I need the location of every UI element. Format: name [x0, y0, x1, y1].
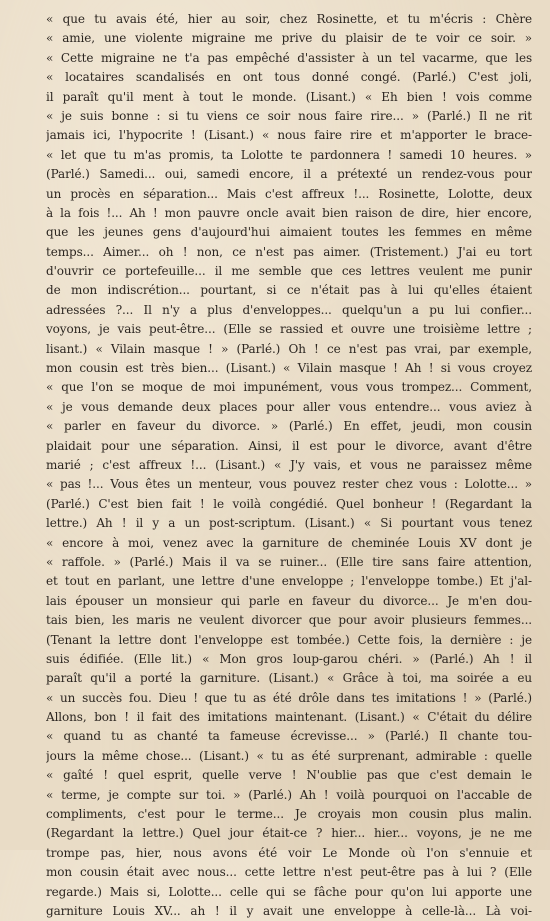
text-line: « let que tu m'as promis, ta Lolotte te pardonnera ! samedi 10 heures. » — [46, 147, 532, 162]
text-line: « quand tu as chanté ta fameuse écrevisse... » (Parlé.) Il chante tou- — [46, 729, 532, 744]
text-line: un procès en séparation... Mais c'est affreux !... Rosinette, Lolotte, deux — [46, 186, 532, 201]
text-line: mon cousin était avec nous... cette lettre n'est peut-être pas à lui ? (Elle — [46, 865, 532, 880]
text-line: plaidait pour une séparation. Ainsi, il est pour le divorce, avant d'être — [46, 438, 532, 453]
text-line: tais bien, les maris ne veulent divorcer que pour avoir plusieurs femmes... — [46, 613, 532, 628]
text-line: lais épouser un monsieur qui parle en faveur du divorce... Je m'en dou- — [46, 593, 532, 608]
text-line: « parler en faveur du divorce. » (Parlé.) En effet, jeudi, mon cousin — [46, 419, 532, 434]
text-line: « gaîté ! quel esprit, quelle verve ! N'oublie pas que c'est demain le — [46, 768, 532, 783]
text-line: « locataires scandalisés en ont tous donné congé. (Parlé.) C'est joli, — [46, 70, 532, 85]
text-line: compliments, c'est pour le terme... Je croyais mon cousin plus malin. — [46, 807, 532, 822]
text-line: (Tenant la lettre dont l'enveloppe est tombée.) Cette fois, la dernière : je — [46, 632, 532, 647]
text-line: Allons, bon ! il fait des imitations maintenant. (Lisant.) « C'était du délire — [46, 710, 532, 725]
text-line: « que l'on se moque de moi impunément, vous vous trompez... Comment, — [46, 380, 532, 395]
text-line: paraît qu'il a porté la garniture. (Lisant.) « Grâce à toi, ma soirée a eu — [46, 671, 532, 686]
text-line: « je suis bonne : si tu viens ce soir nous faire rire... » (Parlé.) Il ne rit — [46, 108, 532, 123]
text-line: « Cette migraine ne t'a pas empêché d'assister à un tel vacarme, que les — [46, 50, 532, 65]
text-line: d'ouvrir ce portefeuille... il me semble que ces lettres veulent me punir — [46, 264, 532, 279]
text-line: garniture Louis XV... ah ! il y avait une enveloppe à celle-là... Là voi- — [46, 903, 532, 918]
text-line: jours la même chose... (Lisant.) « tu as été surprenant, admirable : quelle — [46, 748, 532, 763]
text-line: marié ; c'est affreux !... (Lisant.) « J'y vais, et vous ne paraissez même — [46, 457, 532, 472]
text-line: et tout en parlant, une lettre d'une enveloppe ; l'enveloppe tombe.) Et j'al- — [46, 574, 532, 589]
text-line: « amie, une violente migraine me prive du plaisir de te voir ce soir. » — [46, 31, 532, 46]
text-line: de mon indiscrétion... pourtant, si ce n'était pas à lui qu'elles étaient — [46, 283, 532, 298]
text-line: (Regardant la lettre.) Quel jour était-ce ? hier... hier... voyons, je ne me — [46, 826, 532, 841]
text-line: à la fois !... Ah ! mon pauvre oncle avait bien raison de dire, hier encore, — [46, 205, 532, 220]
text-line: « que tu avais été, hier au soir, chez Rosinette, et tu m'écris : Chère — [46, 12, 532, 26]
text-line: adressées ?... Il n'y a plus d'enveloppes... quelqu'un a pu lui confier... — [46, 302, 532, 317]
text-line: trompe pas, hier, nous avons été voir Le Monde où l'on s'ennuie et — [46, 845, 532, 860]
text-line: (Parlé.) Samedi... oui, samedi encore, il a prétexté un rendez-vous pour — [46, 167, 532, 182]
text-line: mon cousin est très bien... (Lisant.) « Vilain masque ! Ah ! si vous croyez — [46, 361, 532, 376]
text-line: lettre.) Ah ! il y a un post-scriptum. (Lisant.) « Si pourtant vous tenez — [46, 516, 532, 531]
text-line: temps... Aimer... oh ! non, ce n'est pas aimer. (Tristement.) J'ai eu tort — [46, 244, 532, 259]
text-line: que les jeunes gens d'aujourd'hui aimaient toutes les femmes en même — [46, 225, 532, 240]
text-line: « un succès fou. Dieu ! que tu as été drôle dans tes imitations ! » (Parlé.) — [46, 690, 532, 705]
text-line: « terme, je compte sur toi. » (Parlé.) Ah ! voilà pourquoi on l'accable de — [46, 787, 532, 802]
text-line: il paraît qu'il ment à tout le monde. (Lisant.) « Eh bien ! vois comme — [46, 89, 532, 104]
text-line: « pas !... Vous êtes un menteur, vous pouvez rester chez vous : Lolotte... » — [46, 477, 532, 492]
text-line: « je vous demande deux places pour aller vous entendre... vous aviez à — [46, 399, 532, 414]
text-line: jamais ici, l'hypocrite ! (Lisant.) « nous faire rire et m'apporter le brace- — [46, 128, 532, 143]
text-line: voyons, je vais peut-être... (Elle se rassied et ouvre une troisième lettre ; — [46, 322, 532, 337]
text-line: regarde.) Mais si, Lolotte... celle qui se fâche pour qu'on lui apporte une — [46, 884, 532, 899]
text-line: suis édifiée. (Elle lit.) « Mon gros loup-garou chéri. » (Parlé.) Ah ! il — [46, 651, 532, 666]
text-line: « encore à moi, venez avec la garniture de cheminée Louis XV dont je — [46, 535, 532, 550]
text-line: (Parlé.) C'est bien fait ! le voilà congédié. Quel bonheur ! (Regardant la — [46, 496, 532, 511]
text-line: « raffole. » (Parlé.) Mais il va se ruiner... (Elle tire sans faire attention, — [46, 554, 532, 569]
text-line: lisant.) « Vilain masque ! » (Parlé.) Oh ! ce n'est pas vrai, par exemple, — [46, 341, 532, 356]
